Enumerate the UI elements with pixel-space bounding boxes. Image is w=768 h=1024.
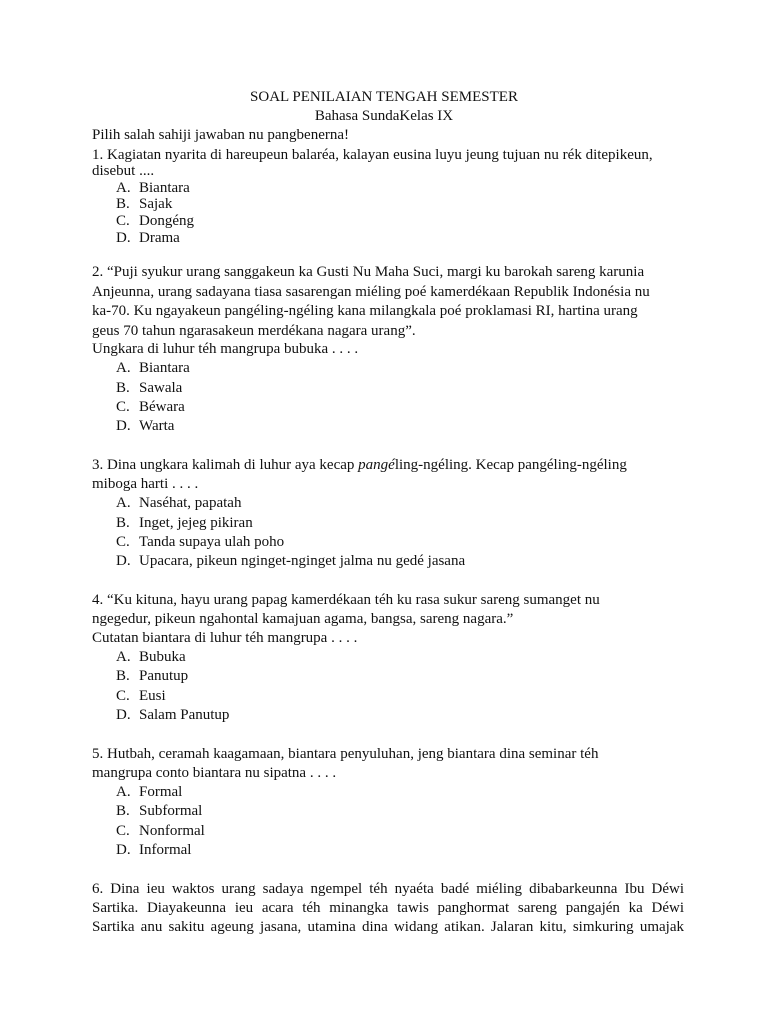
option-5c xyxy=(116,822,205,840)
option-text: Naséhat, papatah xyxy=(139,495,242,511)
option-4c xyxy=(116,687,166,705)
question-1-line-1: 1. Kagiatan nyarita di hareupeun balaréa, kalayan eusina luyu jeung tujuan nu rék ditepikeun, xyxy=(92,147,653,163)
option-letter: C. xyxy=(116,534,130,550)
option-3b xyxy=(116,514,253,532)
option-letter: B. xyxy=(116,515,130,531)
page-title: SOAL PENILAIAN TENGAH SEMESTER xyxy=(250,89,518,105)
question-1-line-2: disebut .... xyxy=(92,163,155,179)
option-5d xyxy=(116,841,191,859)
option-2d xyxy=(116,417,174,435)
question-6-line-1: 6. Dina ieu waktos urang sadaya ngempel téh nyaéta badé miéling dibabarkeunna Ibu Déwi xyxy=(92,881,684,897)
option-letter: B. xyxy=(116,803,130,819)
option-text: Béwara xyxy=(139,399,185,415)
question-3-text-b: ling-ngéling. Kecap pangéling-ngéling xyxy=(394,457,627,473)
question-3-italic-word: pangé xyxy=(358,457,395,473)
question-2-prompt: Ungkara di luhur téh mangrupa bubuka . . . . xyxy=(92,341,359,357)
question-2-line-2: Anjeunna, urang sadayana tiasa sasarengan miéling poé kamerdékaan Republik Indonésia nu xyxy=(92,284,650,300)
option-letter: C. xyxy=(116,688,130,704)
option-text: Nonformal xyxy=(139,823,205,839)
page-subtitle: Bahasa SundaKelas IX xyxy=(314,108,454,124)
option-text: Sawala xyxy=(139,380,183,396)
option-letter: C. xyxy=(116,213,130,229)
option-5a xyxy=(116,783,182,801)
option-text: Bubuka xyxy=(139,649,186,665)
question-3-line-1 xyxy=(92,456,627,474)
option-letter: D. xyxy=(116,842,131,858)
option-2a xyxy=(116,359,190,377)
option-letter: B. xyxy=(116,668,130,684)
option-letter: D. xyxy=(116,553,131,569)
option-1c xyxy=(116,212,194,230)
option-4a xyxy=(116,648,186,666)
option-letter: C. xyxy=(116,823,130,839)
question-3-text-a: 3. Dina ungkara kalimah di luhur aya kecap xyxy=(92,457,359,473)
question-2-line-3: ka-70. Ku ngayakeun pangéling-ngéling kana milangkala poé proklamasi RI, hartina urang xyxy=(92,303,638,319)
question-2-line-1: 2. “Puji syukur urang sanggakeun ka Gusti Nu Maha Suci, margi ku barokah sareng karunia xyxy=(92,264,645,280)
option-letter: A. xyxy=(116,649,131,665)
option-2c xyxy=(116,398,185,416)
question-6-line-3: Sartika anu sakitu ageung jasana, utamina dina widang atikan. Jalaran kitu, simkuring umajak xyxy=(92,919,684,935)
option-1d xyxy=(116,229,180,247)
question-6-line-2: Sartika. Diayakeunna ieu acara téh minangka tawis panghormat sareng pangajén ka Déwi xyxy=(92,900,684,916)
option-text: Biantara xyxy=(139,360,190,376)
question-4-line-2: ngegedur, pikeun ngahontal kamajuan agama, bangsa, sareng nagara.” xyxy=(92,611,514,627)
option-1b xyxy=(116,195,172,213)
option-text: Salam Panutup xyxy=(139,707,230,723)
question-5-line-2: mangrupa conto biantara nu sipatna . . . . xyxy=(92,765,337,781)
option-text: Tanda supaya ulah poho xyxy=(139,534,285,550)
instruction: Pilih salah sahiji jawaban nu pangbenerna! xyxy=(92,127,350,143)
option-text: Drama xyxy=(139,230,180,246)
option-text: Dongéng xyxy=(139,213,194,229)
option-letter: D. xyxy=(116,418,131,434)
question-2-line-4: geus 70 tahun ngarasakeun merdékana nagara urang”. xyxy=(92,323,416,339)
option-letter: C. xyxy=(116,399,130,415)
option-text: Inget, jejeg pikiran xyxy=(139,515,253,531)
option-4d xyxy=(116,706,229,724)
option-text: Eusi xyxy=(139,688,166,704)
question-5-line-1: 5. Hutbah, ceramah kaagamaan, biantara penyuluhan, jeng biantara dina seminar téh xyxy=(92,746,599,762)
option-text: Subformal xyxy=(139,803,203,819)
option-text: Informal xyxy=(139,842,192,858)
option-letter: A. xyxy=(116,180,131,196)
question-4-line-1: 4. “Ku kituna, hayu urang papag kamerdékaan téh ku rasa sukur sareng sumanget nu xyxy=(92,592,600,608)
option-3a xyxy=(116,494,241,512)
option-text: Sajak xyxy=(139,196,173,212)
option-4b xyxy=(116,667,188,685)
option-letter: D. xyxy=(116,230,131,246)
option-letter: B. xyxy=(116,380,130,396)
option-text: Biantara xyxy=(139,180,190,196)
option-letter: A. xyxy=(116,495,131,511)
option-2b xyxy=(116,379,182,397)
option-5b xyxy=(116,802,202,820)
option-3d xyxy=(116,552,465,570)
option-text: Panutup xyxy=(139,668,189,684)
option-text: Upacara, pikeun nginget-nginget jalma nu gedé jasana xyxy=(139,553,466,569)
option-letter: A. xyxy=(116,784,131,800)
option-letter: B. xyxy=(116,196,130,212)
option-letter: A. xyxy=(116,360,131,376)
option-3c xyxy=(116,533,284,551)
option-letter: D. xyxy=(116,707,131,723)
question-3-line-2: miboga harti . . . . xyxy=(92,476,199,492)
option-text: Formal xyxy=(139,784,183,800)
question-4-prompt: Cutatan biantara di luhur téh mangrupa . . . . xyxy=(92,630,358,646)
option-text: Warta xyxy=(139,418,175,434)
